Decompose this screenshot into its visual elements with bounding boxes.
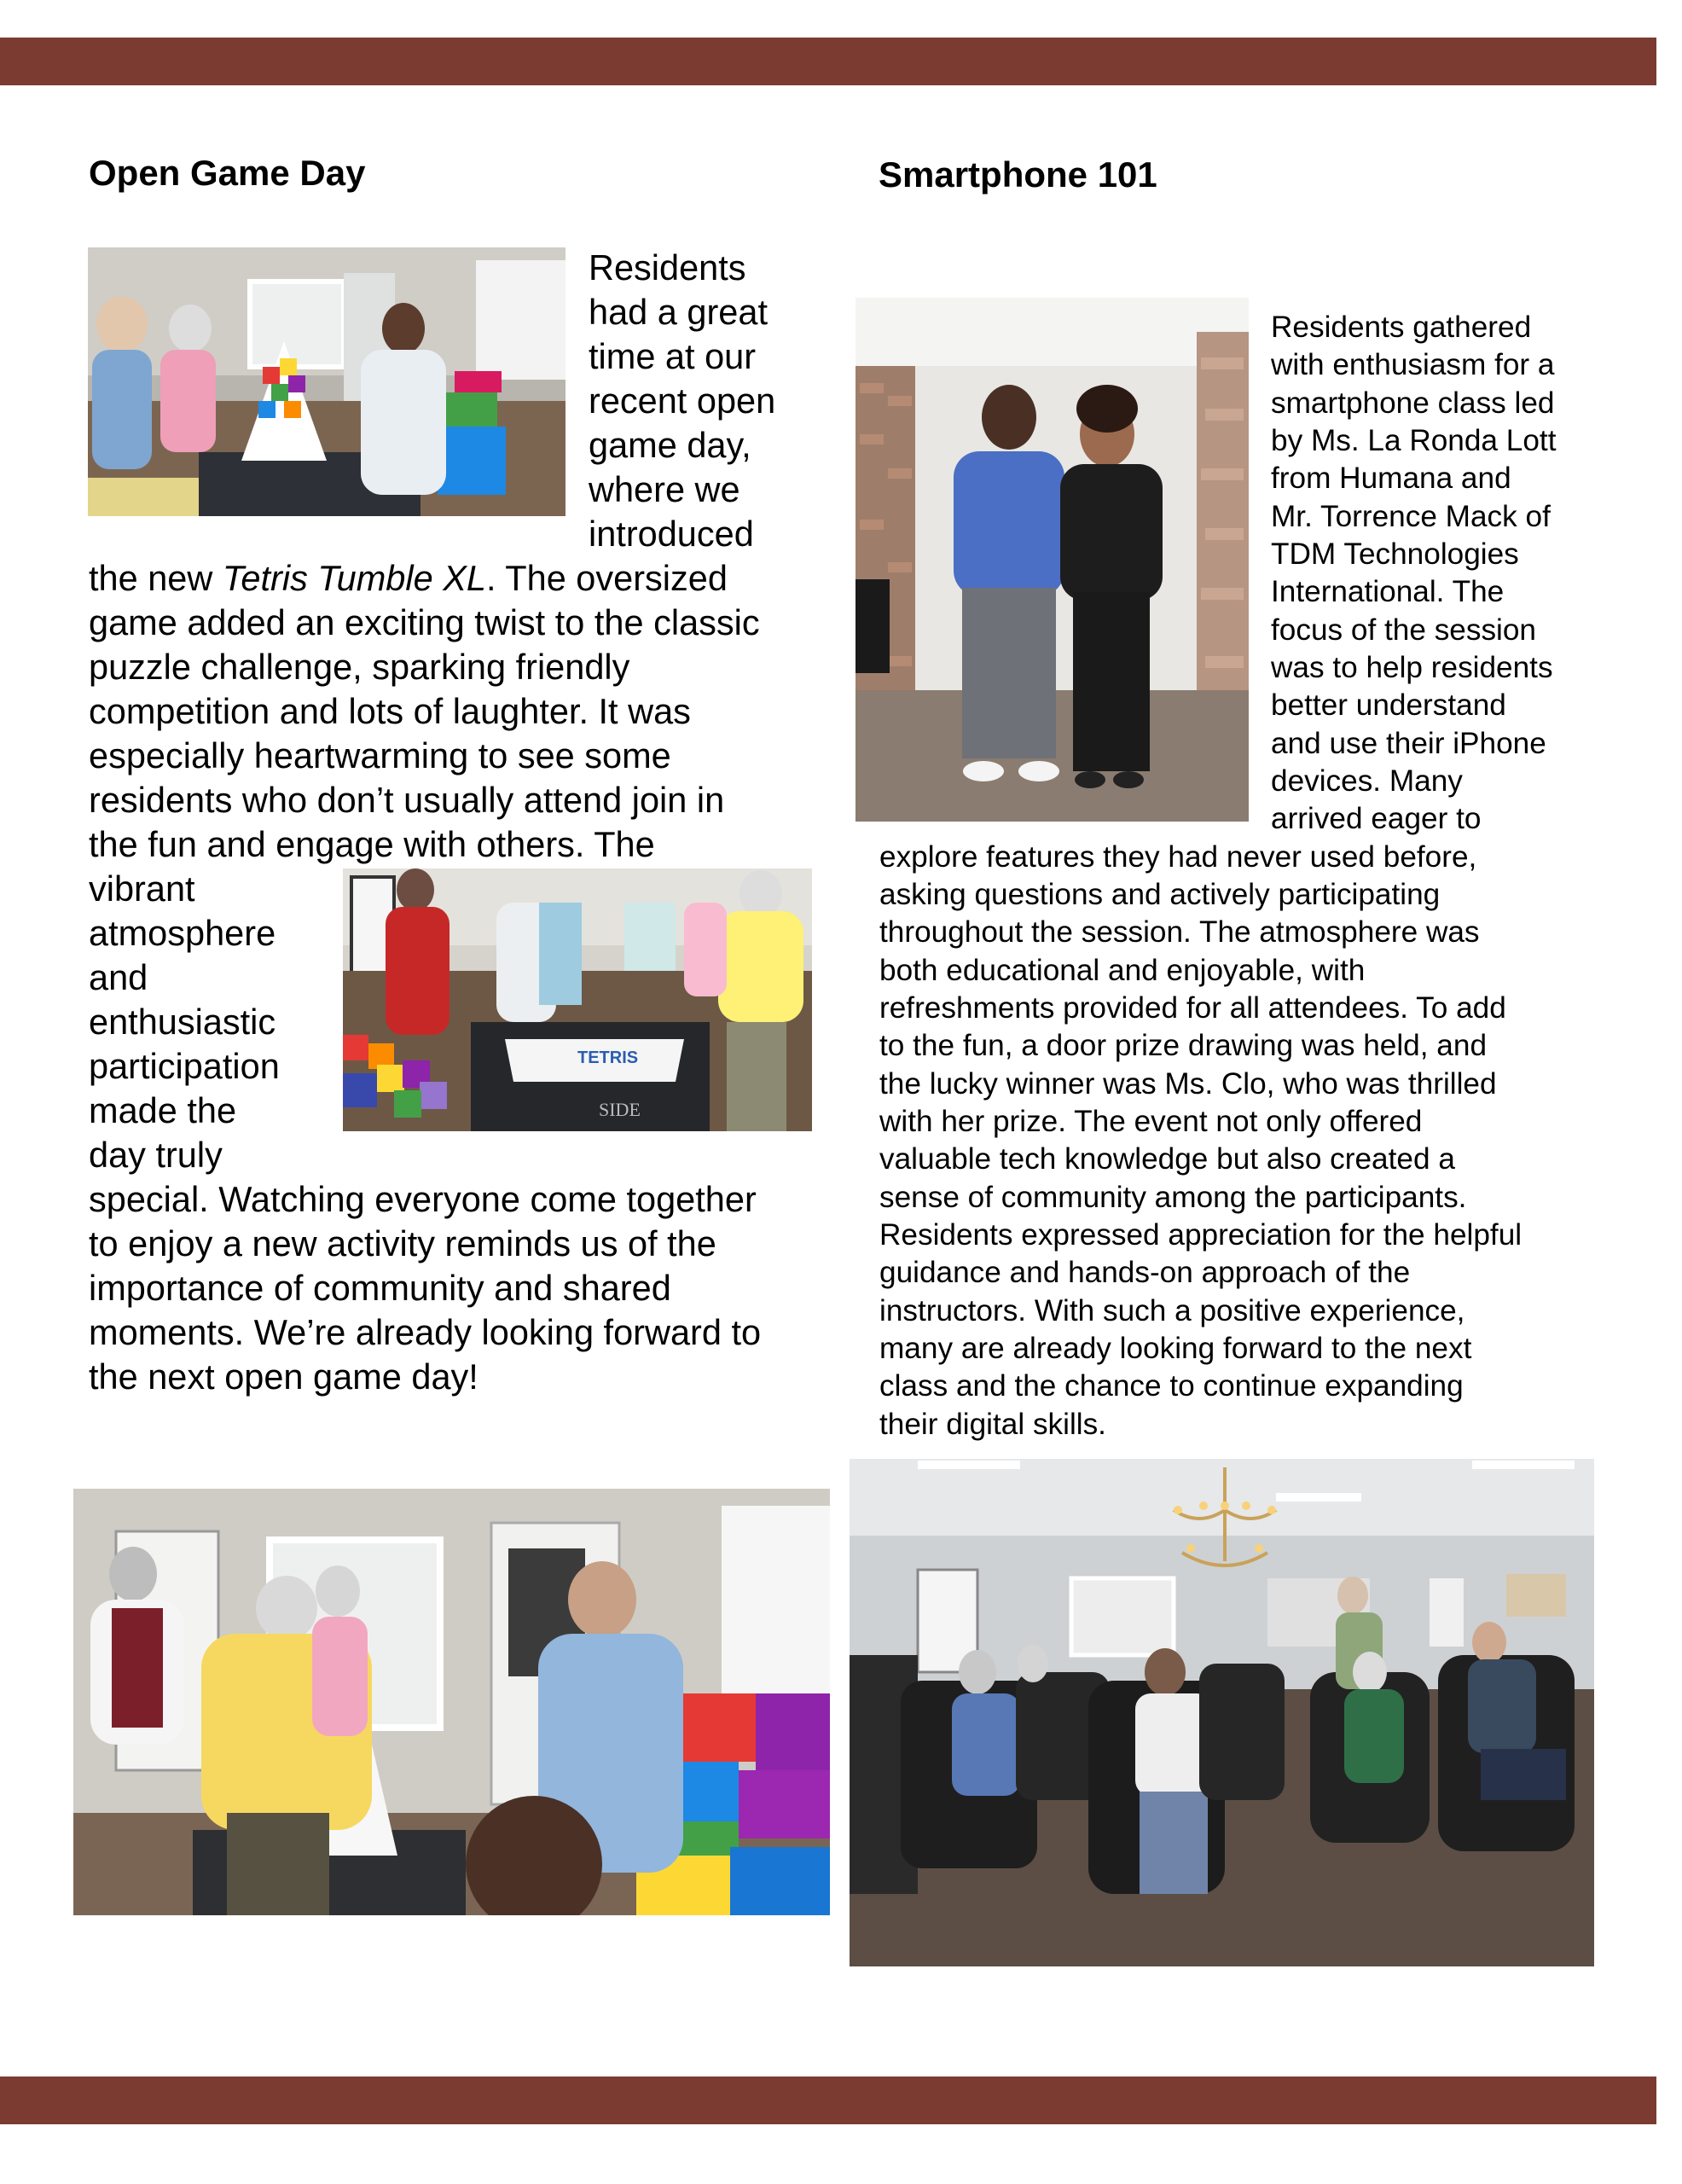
text-line: game day, — [589, 425, 751, 465]
bottom-banner — [0, 2077, 1656, 2124]
open-game-day-title: Open Game Day — [89, 153, 366, 193]
text-line: enthusiastic — [89, 1002, 276, 1042]
text-line: asking questions and actively participating — [879, 878, 1441, 911]
top-banner — [0, 38, 1656, 85]
text-line: smartphone class led — [1271, 386, 1555, 420]
text-line: explore features they had never used before, — [879, 840, 1477, 874]
text-line: game added an exciting twist to the classic — [89, 602, 760, 642]
text-line: better understand — [1271, 688, 1506, 722]
text-line: TDM Technologies — [1271, 537, 1519, 571]
text-line: and use their iPhone — [1271, 727, 1546, 760]
text-line: the next open game day! — [89, 1356, 478, 1397]
text-line: valuable tech knowledge but also created a — [879, 1142, 1455, 1176]
text-line: day truly — [89, 1135, 223, 1175]
text-line: throughout the session. The atmosphere was — [879, 915, 1480, 949]
text-line: International. The — [1271, 575, 1505, 608]
text-line: Residents expressed appreciation for the helpful — [879, 1218, 1522, 1252]
text-line: residents who don’t usually attend join in — [89, 780, 725, 820]
text-line: had a great — [589, 292, 768, 332]
text-line: recent open — [589, 380, 776, 421]
text-line: made the — [89, 1090, 237, 1130]
smartphone-class-photo — [850, 1459, 1594, 1966]
text-line: where we — [589, 469, 740, 509]
text-line: with her prize. The event not only offered — [879, 1105, 1423, 1138]
text-line: moments. We’re already looking forward to — [89, 1312, 762, 1352]
text-line: to enjoy a new activity reminds us of the — [89, 1223, 716, 1263]
text-line: puzzle challenge, sparking friendly — [89, 647, 630, 687]
text-line: atmosphere — [89, 913, 276, 953]
text-line: to the fun, a door prize drawing was held, and — [879, 1029, 1488, 1062]
game-day-photo-2 — [343, 868, 812, 1131]
text-line: introduced — [589, 514, 754, 554]
text-line: Residents — [589, 247, 746, 288]
text-line: Mr. Torrence Mack of — [1271, 500, 1551, 533]
text-line: the fun and engage with others. The — [89, 824, 655, 864]
text-line: class and the chance to continue expanding — [879, 1369, 1464, 1403]
text-line: competition and lots of laughter. It was — [89, 691, 691, 731]
instructors-photo — [856, 298, 1249, 822]
text-line: was to help residents — [1271, 651, 1553, 684]
text-line: by Ms. La Ronda Lott — [1271, 424, 1557, 457]
smartphone-101-title: Smartphone 101 — [879, 154, 1157, 195]
text-line: special. Watching everyone come together — [89, 1179, 757, 1219]
text-line: sense of community among the participants. — [879, 1181, 1467, 1214]
text-line: their digital skills. — [879, 1408, 1106, 1441]
text-line: especially heartwarming to see some — [89, 735, 671, 775]
game-day-photo-1 — [88, 247, 566, 516]
text-line: devices. Many — [1271, 764, 1463, 798]
text-line: focus of the session — [1271, 613, 1537, 647]
text-line: guidance and hands-on approach of the — [879, 1256, 1411, 1289]
text-line: the new Tetris Tumble XL. The oversized — [89, 558, 728, 598]
text-line: with enthusiasm for a — [1271, 348, 1555, 381]
tetris-logo: TETRIS — [577, 1048, 639, 1067]
text-line: arrived eager to — [1271, 802, 1482, 835]
text-line: participation — [89, 1046, 280, 1086]
text-line: the lucky winner was Ms. Clo, who was thrilled — [879, 1067, 1497, 1101]
text-line: refreshments provided for all attendees. To add — [879, 991, 1506, 1025]
game-day-photo-3 — [73, 1489, 830, 1915]
text-line: from Humana and — [1271, 462, 1511, 495]
text-line: many are already looking forward to the next — [879, 1332, 1472, 1365]
game-title-italic: Tetris Tumble XL — [222, 558, 486, 598]
text-line: Residents gathered — [1271, 311, 1532, 344]
text-line: both educational and enjoyable, with — [879, 954, 1366, 987]
text-line: and — [89, 957, 148, 997]
rug-sign-text: SIDE — [599, 1099, 641, 1120]
text-line: vibrant — [89, 868, 195, 909]
text-line: instructors. With such a positive experience, — [879, 1294, 1465, 1327]
text-line: time at our — [589, 336, 757, 376]
text-line: importance of community and shared — [89, 1268, 671, 1308]
